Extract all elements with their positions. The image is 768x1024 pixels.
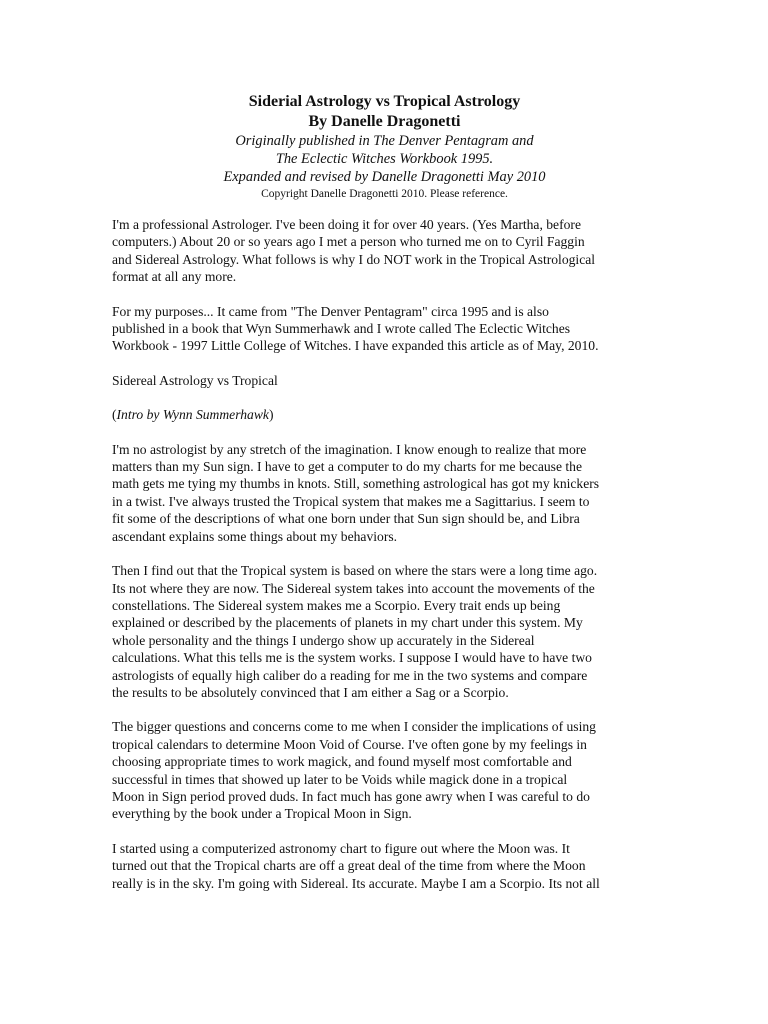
paragraph-line: matters than my Sun sign. I have to get a computer to do my charts for me because the bbox=[112, 459, 582, 475]
section-heading bbox=[112, 372, 657, 389]
document-header bbox=[112, 92, 657, 202]
document-title: Siderial Astrology vs Tropical Astrology bbox=[248, 93, 521, 110]
paragraph-line: explained or described by the placements of planets in my chart under this system. My bbox=[112, 615, 583, 631]
paragraph-line: fit some of the descriptions of what one born under that Sun sign should be, and Libra bbox=[112, 511, 580, 527]
paragraph-line: Its not where they are now. The Sidereal system takes into account the movements of the bbox=[112, 580, 595, 596]
paragraph-tropical-system bbox=[112, 562, 657, 701]
paragraph-line: and Sidereal Astrology. What follows is why I do NOT work in the Tropical Astrological bbox=[112, 251, 596, 267]
paragraph-line: Moon in Sign period proved duds. In fact much has gone awry when I was careful to do bbox=[112, 788, 590, 804]
intro-attribution-line bbox=[112, 406, 657, 423]
paragraph-intro bbox=[112, 216, 657, 286]
paragraph-line: constellations. The Sidereal system makes me a Scorpio. Every trait ends up being bbox=[112, 597, 561, 613]
paragraph-line: math gets me tying my thumbs in knots. Still, something astrological has got my knickers bbox=[112, 476, 600, 492]
paragraph-line: Workbook - 1997 Little College of Witches. I have expanded this article as of May, 2010. bbox=[112, 338, 599, 354]
paragraph-line: computers.) About 20 or so years ago I met a person who turned me on to Cyril Faggin bbox=[112, 234, 585, 250]
author-byline: By Danelle Dragonetti bbox=[308, 113, 461, 130]
paragraph-line: ascendant explains some things about my behaviors. bbox=[112, 528, 398, 544]
section-heading-text: Sidereal Astrology vs Tropical bbox=[112, 372, 278, 388]
paragraph-line: Then I find out that the Tropical system is based on where the stars were a long time ago. bbox=[112, 563, 598, 579]
paragraph-line: turned out that the Tropical charts are off a great deal of the time from where the Moon bbox=[112, 858, 586, 874]
paragraph-line: I started using a computerized astronomy chart to figure out where the Moon was. It bbox=[112, 840, 570, 856]
paragraph-purposes bbox=[112, 303, 657, 355]
close-paren: ) bbox=[268, 407, 274, 423]
paragraph-line: everything by the book under a Tropical Moon in Sign. bbox=[112, 806, 412, 822]
paragraph-line: calculations. What this tells me is the system works. I suppose I would have to have two bbox=[112, 650, 592, 666]
paragraph-line: I'm no astrologist by any stretch of the imagination. I know enough to realize that more bbox=[112, 441, 587, 457]
copyright-notice: Copyright Danelle Dragonetti 2010. Please reference. bbox=[261, 188, 508, 200]
document-page bbox=[112, 92, 657, 909]
paragraph-line: in a twist. I've always trusted the Tropical system that makes me a Sagittarius. I seem to bbox=[112, 493, 590, 509]
paragraph-bigger-questions bbox=[112, 718, 657, 822]
revision-note: Expanded and revised by Danelle Dragonetti May 2010 bbox=[223, 169, 546, 185]
intro-attribution-text: Intro by Wynn Summerhawk bbox=[116, 407, 269, 423]
paragraph-no-astrologist bbox=[112, 441, 657, 545]
publication-note-line-2: The Eclectic Witches Workbook 1995. bbox=[275, 151, 494, 167]
paragraph-line: choosing appropriate times to work magick, and found myself most comfortable and bbox=[112, 754, 572, 770]
paragraph-line: published in a book that Wyn Summerhawk and I wrote called The Eclectic Witches bbox=[112, 321, 571, 337]
paragraph-line: the results to be absolutely convinced that I am either a Sag or a Scorpio. bbox=[112, 684, 509, 700]
publication-note-line-1: Originally published in The Denver Pentagram and bbox=[235, 133, 534, 149]
paragraph-line: astrologists of equally high caliber do a reading for me in the two systems and compare bbox=[112, 667, 588, 683]
paragraph-line: The bigger questions and concerns come to me when I consider the implications of using bbox=[112, 719, 596, 735]
paragraph-line: For my purposes... It came from "The Denver Pentagram" circa 1995 and is also bbox=[112, 303, 549, 319]
paragraph-line: successful in times that showed up later to be Voids while magick done in a tropical bbox=[112, 771, 568, 787]
intro-attribution bbox=[112, 406, 657, 423]
paragraph-line: really is in the sky. I'm going with Sidereal. Its accurate. Maybe I am a Scorpio. Its not all bbox=[112, 875, 600, 891]
paragraph-line: whole personality and the things I undergo show up accurately in the Sidereal bbox=[112, 632, 535, 648]
paragraph-line: tropical calendars to determine Moon Void of Course. I've often gone by my feelings in bbox=[112, 736, 587, 752]
paragraph-computerized-chart bbox=[112, 840, 657, 892]
paragraph-line: format at all any more. bbox=[112, 269, 237, 285]
open-paren: ( bbox=[112, 407, 117, 423]
paragraph-line: I'm a professional Astrologer. I've been doing it for over 40 years. (Yes Martha, before bbox=[112, 217, 581, 232]
